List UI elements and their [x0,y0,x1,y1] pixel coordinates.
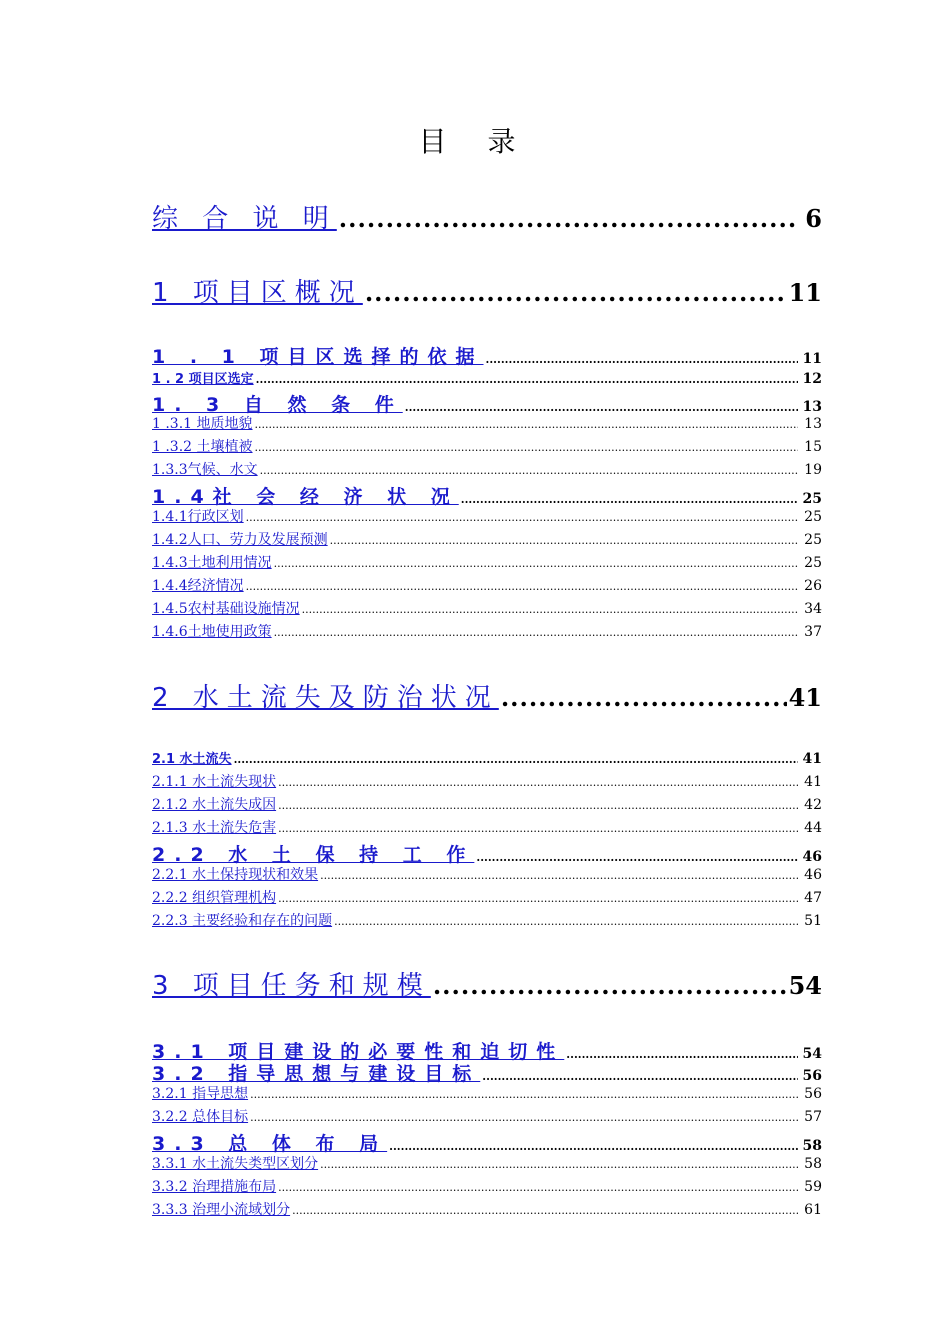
toc-page-number: 46 [804,867,822,883]
dot-leader [260,464,798,477]
toc-entry-link[interactable]: 3 项目任务和规模 [152,971,431,1001]
toc-entry-link[interactable]: 2 水土流失及防治状况 [152,683,499,713]
toc-entry[interactable] [152,459,822,479]
toc-page-number: 47 [804,890,822,906]
toc-page-number: 11 [802,351,822,367]
toc-entry-link[interactable]: 3.2.1 指导思想 [152,1086,249,1102]
dot-leader [320,869,798,882]
toc-entry-link[interactable]: 2.2.3 主要经验和存在的问题 [152,913,333,929]
dot-leader [278,822,798,835]
toc-entry-link[interactable]: 1.4社 会 经 济 状 况 [152,486,459,508]
toc-page-number: 11 [788,278,822,307]
toc-page-number: 61 [804,1202,822,1218]
toc-entry[interactable] [152,552,822,572]
toc-entry-link[interactable]: 2.2.2 组织管理机构 [152,890,277,906]
dot-leader [274,557,798,570]
toc-entry-link[interactable]: 3.2.2 总体目标 [152,1109,249,1125]
dot-leader [234,753,798,766]
toc-page-number: 6 [805,204,822,233]
toc-entry-link[interactable]: 1 .3.2 土壤植被 [152,439,253,455]
dot-leader [250,1088,798,1101]
toc-page-number: 42 [804,797,822,813]
toc-page-number: 41 [804,774,822,790]
toc-entry-link[interactable]: 1.4.5农村基础设施情况 [152,601,300,617]
toc-entry-link[interactable]: 1.4.6土地使用政策 [152,624,272,640]
dot-leader [330,534,798,547]
toc-entry[interactable] [152,1153,822,1173]
dot-leader [250,1111,798,1124]
dot-leader [246,580,798,593]
dot-leader [246,511,798,524]
toc-entry[interactable] [152,794,822,814]
toc-entry[interactable] [152,887,822,907]
dot-leader [278,799,798,812]
toc-entry[interactable] [152,342,822,369]
toc-entry-link[interactable]: 3.3.2 治理措施布局 [152,1179,277,1195]
toc-entry[interactable] [152,198,822,235]
toc-entry[interactable] [152,482,822,509]
toc-entry-link[interactable]: 1.4.2人口、劳力及发展预测 [152,532,328,548]
toc-page-number: 25 [802,491,822,507]
dot-leader [256,373,798,386]
toc-page-number: 15 [804,439,822,455]
toc-page-number: 34 [804,601,822,617]
toc-page-number: 58 [804,1156,822,1172]
toc-entry-link[interactable]: 1.3.3气候、水文 [152,462,258,478]
toc-entry-link[interactable]: 3.3.1 水土流失类型区划分 [152,1156,319,1172]
toc-entry-link[interactable]: 3.2 指导思想与建设目标 [152,1063,481,1085]
toc-page-number: 56 [802,1068,822,1084]
toc-entry[interactable] [152,864,822,884]
toc-entry-link[interactable]: 2.1 水土流失 [152,752,232,767]
toc-entry[interactable] [152,1059,822,1086]
toc-entry[interactable] [152,529,822,549]
dot-leader [255,418,798,431]
toc-entry[interactable] [152,1129,822,1156]
dot-leader [255,441,798,454]
toc-page-number: 26 [804,578,822,594]
dot-leader [320,1158,798,1171]
toc-page-number: 13 [802,399,822,415]
toc-entry[interactable] [152,621,822,641]
toc-page-number: 12 [802,371,822,387]
toc-entry-link[interactable]: 1 . 1 项目区选择的依据 [152,346,484,368]
toc-entry-link[interactable]: 1.4.3土地利用情况 [152,555,272,571]
dot-leader [274,626,798,639]
toc-entry[interactable] [152,771,822,791]
toc-page-number: 13 [804,416,822,432]
toc-entry-link[interactable]: 3.1 项目建设的必要性和迫切性 [152,1041,565,1063]
toc-entry-link[interactable]: 1. 3 自 然 条 件 [152,394,403,416]
toc-entry[interactable] [152,436,822,456]
toc-entry-link[interactable]: 1 . 2 项目区选定 [152,372,254,387]
toc-page-number: 44 [804,820,822,836]
toc-page-number: 19 [804,462,822,478]
toc-page-number: 54 [802,1046,822,1062]
dot-leader [482,1070,798,1083]
toc-page-number: 51 [804,913,822,929]
toc-entry[interactable] [152,1083,822,1103]
toc-entry[interactable] [152,748,822,767]
dot-leader [278,1181,798,1194]
toc-entry-link[interactable]: 1.4.1行政区划 [152,509,244,525]
toc-entry-link[interactable]: 综 合 说 明 [152,204,337,234]
toc-page-number: 41 [788,683,822,712]
toc-page-number: 57 [804,1109,822,1125]
dot-leader [501,683,787,712]
toc-page-number: 54 [788,971,822,1000]
toc-entry[interactable] [152,677,822,714]
dot-leader [278,776,798,789]
dot-leader [365,278,787,307]
toc-entry-link[interactable]: 2.2 水 土 保 持 工 作 [152,844,475,866]
toc-entry[interactable] [152,1199,822,1219]
page-title: 目 录 [418,125,532,158]
toc-page-number: 59 [804,1179,822,1195]
toc-entry-link[interactable]: 2.1.3 水土流失危害 [152,820,277,836]
dot-leader [292,1204,798,1217]
toc-entry-link[interactable]: 2.1.1 水土流失现状 [152,774,277,790]
toc-entry-link[interactable]: 3.3 总 体 布 局 [152,1133,388,1155]
toc-entry[interactable] [152,1176,822,1196]
dot-leader [302,603,798,616]
toc-page-number: 25 [804,555,822,571]
dot-leader [476,851,798,864]
dot-leader [278,892,798,905]
toc-entry[interactable] [152,1106,822,1126]
toc-entry[interactable] [152,910,822,930]
dot-leader [433,971,787,1000]
toc-entry[interactable] [152,272,822,309]
dot-leader [334,915,798,928]
toc-page-number: 25 [804,532,822,548]
dot-leader [389,1140,798,1153]
toc-page-number: 25 [804,509,822,525]
toc-page-number: 46 [802,849,822,865]
toc-entry[interactable] [152,575,822,595]
toc-entry[interactable] [152,368,822,387]
toc-page-number: 56 [804,1086,822,1102]
toc-page-number: 41 [802,751,822,767]
toc-page-number: 37 [804,624,822,640]
toc-entry[interactable] [152,817,822,837]
toc-entry[interactable] [152,598,822,618]
toc-entry[interactable] [152,413,822,433]
toc-entry-link[interactable]: 2.2.1 水土保持现状和效果 [152,867,319,883]
dot-leader [461,493,798,506]
toc-page-number: 58 [802,1138,822,1154]
toc-entry-link[interactable]: 2.1.2 水土流失成因 [152,797,277,813]
toc-entry[interactable] [152,840,822,867]
toc-entry-link[interactable]: 1 .3.1 地质地貌 [152,416,253,432]
toc-entry-link[interactable]: 1.4.4经济情况 [152,578,244,594]
dot-leader [339,204,798,233]
dot-leader [486,353,798,366]
toc-entry-link[interactable]: 3.3.3 治理小流域划分 [152,1202,291,1218]
toc-entry[interactable] [152,965,822,1002]
toc-entry[interactable] [152,506,822,526]
toc-entry-link[interactable]: 1 项目区概况 [152,278,363,308]
